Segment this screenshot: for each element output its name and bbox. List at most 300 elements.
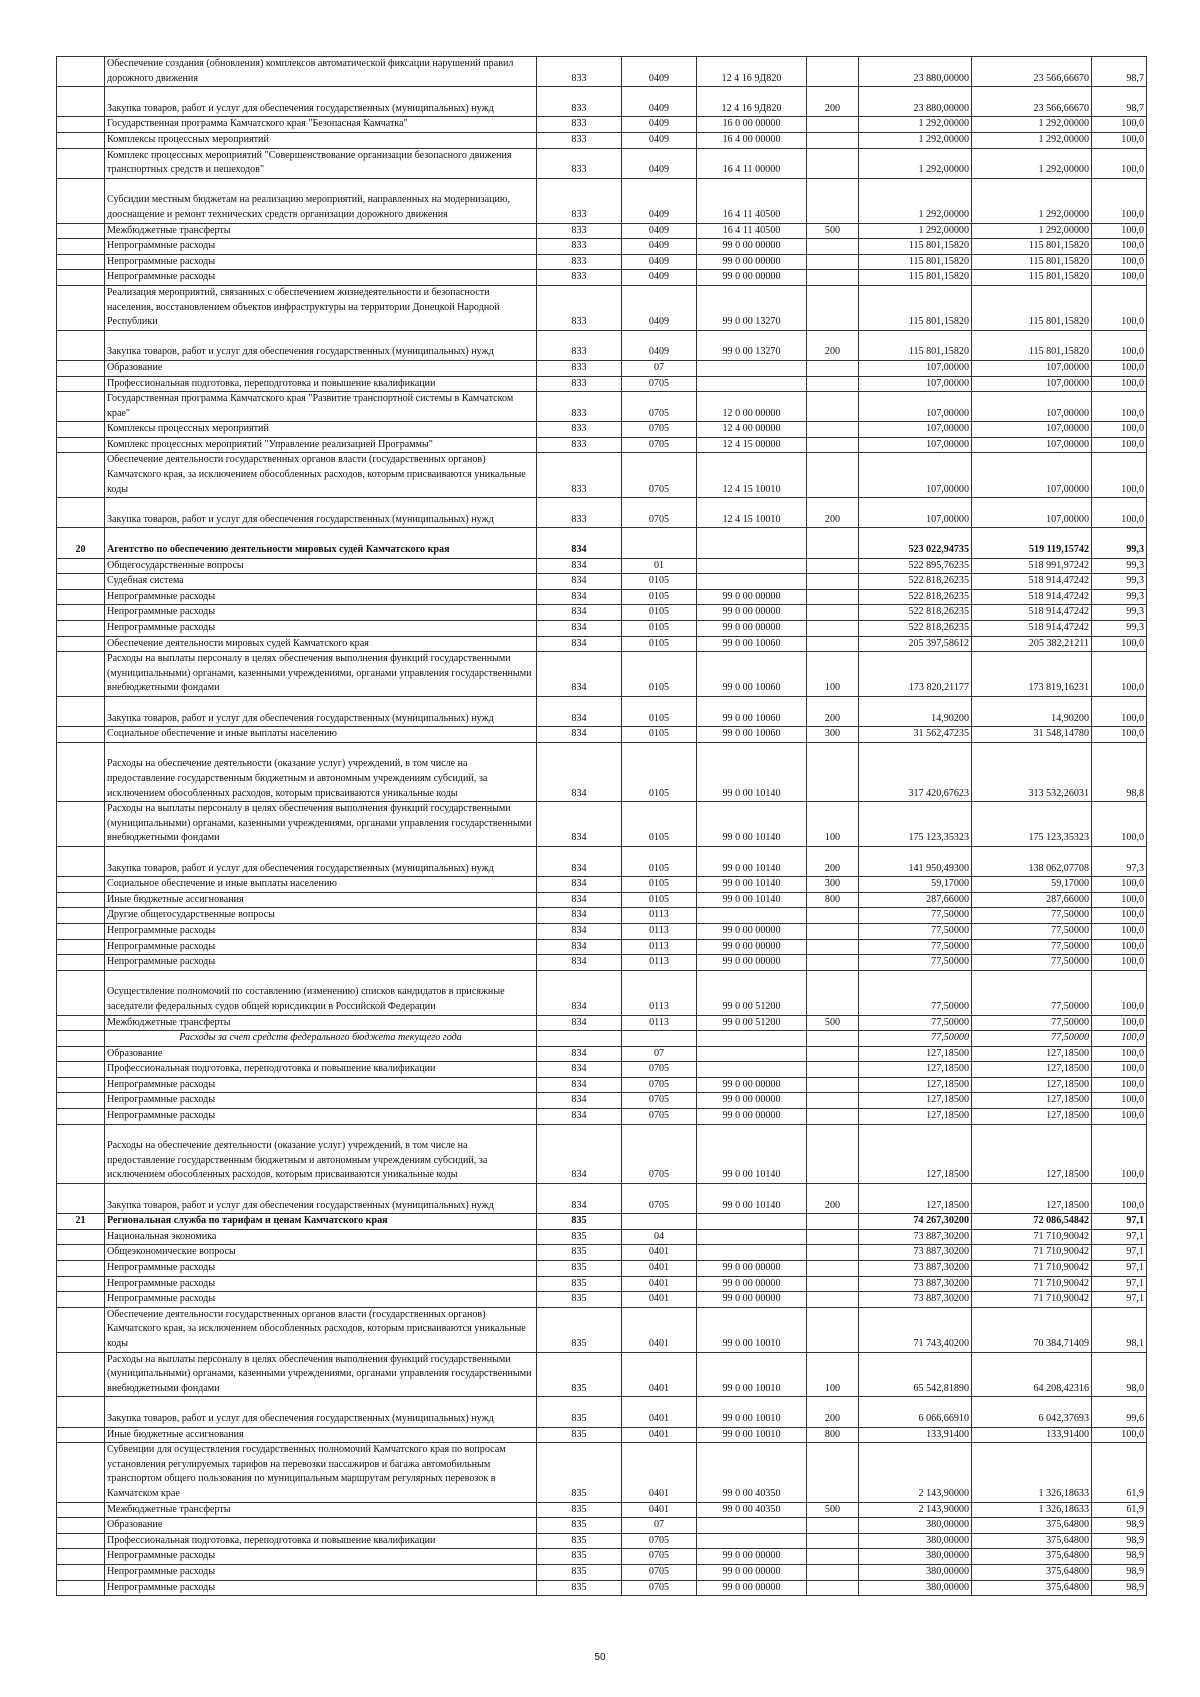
executed-amount: 72 086,54842 [972, 1214, 1092, 1230]
executed-amount: 71 710,90042 [972, 1276, 1092, 1292]
planned-amount: 127,18500 [859, 1093, 972, 1109]
ministry-code: 833 [537, 57, 622, 87]
execution-percent: 100,0 [1092, 1046, 1147, 1062]
execution-percent: 99,3 [1092, 621, 1147, 637]
planned-amount: 73 887,30200 [859, 1229, 972, 1245]
execution-percent: 100,0 [1092, 1124, 1147, 1183]
execution-percent: 100,0 [1092, 437, 1147, 453]
row-number [57, 148, 105, 178]
expense-name: Комплекс процессных мероприятий "Управление реализацией Программы" [105, 437, 537, 453]
target-article-code: 99 0 00 00000 [697, 1109, 807, 1125]
row-number [57, 574, 105, 590]
expense-name: Непрограммные расходы [105, 939, 537, 955]
target-article-code: 99 0 00 00000 [697, 270, 807, 286]
executed-amount: 107,00000 [972, 453, 1092, 498]
execution-percent: 98,9 [1092, 1580, 1147, 1596]
expense-name: Непрограммные расходы [105, 923, 537, 939]
expense-type-code [807, 376, 859, 392]
target-article-code: 12 4 16 9Д820 [697, 57, 807, 87]
row-number [57, 254, 105, 270]
target-article-code [697, 558, 807, 574]
section-code: 01 [622, 558, 697, 574]
target-article-code: 99 0 00 10060 [697, 636, 807, 652]
planned-amount: 205 397,58612 [859, 636, 972, 652]
planned-amount: 523 022,94735 [859, 528, 972, 558]
section-code: 0409 [622, 57, 697, 87]
row-number [57, 1502, 105, 1518]
target-article-code: 99 0 00 10060 [697, 697, 807, 727]
expense-name: Государственная программа Камчатского края "Развитие транспортной системы в Камчатском крае" [105, 392, 537, 422]
section-code: 0409 [622, 117, 697, 133]
execution-percent: 100,0 [1092, 636, 1147, 652]
row-number [57, 1518, 105, 1534]
target-article-code: 99 0 00 10060 [697, 727, 807, 743]
target-article-code: 99 0 00 00000 [697, 939, 807, 955]
expense-name: Обеспечение деятельности государственных органов власти (государственных органов) Камчатского края, за исключением обособленных расходов, которым присваиваются уникальные коды [105, 453, 537, 498]
ministry-code: 834 [537, 892, 622, 908]
section-code: 0705 [622, 1184, 697, 1214]
executed-amount: 71 710,90042 [972, 1261, 1092, 1277]
table-row [57, 1124, 1147, 1183]
executed-amount: 1 292,00000 [972, 117, 1092, 133]
table-row [57, 1031, 1147, 1047]
table-row [57, 802, 1147, 847]
expense-name: Судебная система [105, 574, 537, 590]
ministry-code: 834 [537, 1124, 622, 1183]
executed-amount: 64 208,42316 [972, 1352, 1092, 1397]
planned-amount: 115 801,15820 [859, 330, 972, 360]
planned-amount: 127,18500 [859, 1062, 972, 1078]
row-number [57, 802, 105, 847]
expense-name: Непрограммные расходы [105, 621, 537, 637]
expense-type-code: 800 [807, 892, 859, 908]
execution-percent: 100,0 [1092, 453, 1147, 498]
ministry-code: 834 [537, 1109, 622, 1125]
planned-amount: 107,00000 [859, 376, 972, 392]
planned-amount: 127,18500 [859, 1077, 972, 1093]
table-row [57, 57, 1147, 87]
executed-amount: 1 326,18633 [972, 1443, 1092, 1502]
executed-amount: 23 566,66670 [972, 87, 1092, 117]
expense-name: Субсидии местным бюджетам на реализацию мероприятий, направленных на модернизацию, дооснащение и ремонт технических средств организации дорожного движения [105, 178, 537, 223]
expense-name: Непрограммные расходы [105, 1093, 537, 1109]
table-row [57, 1062, 1147, 1078]
execution-percent: 61,9 [1092, 1443, 1147, 1502]
ministry-code: 834 [537, 877, 622, 893]
executed-amount: 127,18500 [972, 1109, 1092, 1125]
executed-amount: 77,50000 [972, 955, 1092, 971]
ministry-code: 833 [537, 376, 622, 392]
table-row [57, 1549, 1147, 1565]
expense-name: Межбюджетные трансферты [105, 1502, 537, 1518]
expense-type-code [807, 1077, 859, 1093]
execution-percent: 100,0 [1092, 1062, 1147, 1078]
section-code: 0705 [622, 498, 697, 528]
target-article-code: 99 0 00 00000 [697, 1077, 807, 1093]
table-row [57, 178, 1147, 223]
executed-amount: 14,90200 [972, 697, 1092, 727]
planned-amount: 77,50000 [859, 923, 972, 939]
planned-amount: 141 950,49300 [859, 846, 972, 876]
expense-name: Закупка товаров, работ и услуг для обеспечения государственных (муниципальных) нужд [105, 1184, 537, 1214]
ministry-code: 834 [537, 846, 622, 876]
row-number [57, 422, 105, 438]
execution-percent: 100,0 [1092, 498, 1147, 528]
expense-name: Субвенции для осуществления государственных полномочий Камчатского края по вопросам установления регулируемых тарифов на перевозки пассажиров и багажа автомобильным транспортом общего пользования по муниципальным маршрутам регулярных перевозок в Камчатском крае [105, 1443, 537, 1502]
target-article-code: 16 4 11 40500 [697, 223, 807, 239]
planned-amount: 14,90200 [859, 697, 972, 727]
section-code: 07 [622, 1046, 697, 1062]
section-code: 0113 [622, 923, 697, 939]
executed-amount: 107,00000 [972, 360, 1092, 376]
expense-name: Образование [105, 1518, 537, 1534]
executed-amount: 518 914,47242 [972, 621, 1092, 637]
target-article-code [697, 1229, 807, 1245]
section-code: 0409 [622, 254, 697, 270]
execution-percent: 100,0 [1092, 1031, 1147, 1047]
ministry-code: 835 [537, 1261, 622, 1277]
row-number [57, 285, 105, 330]
expense-name: Общеэкономические вопросы [105, 1245, 537, 1261]
target-article-code: 99 0 00 10140 [697, 1184, 807, 1214]
target-article-code: 99 0 00 00000 [697, 1549, 807, 1565]
table-body [57, 57, 1147, 1596]
planned-amount: 522 818,26235 [859, 589, 972, 605]
planned-amount: 522 818,26235 [859, 574, 972, 590]
target-article-code: 99 0 00 00000 [697, 1580, 807, 1596]
expense-type-code [807, 1261, 859, 1277]
expense-type-code [807, 148, 859, 178]
table-row [57, 1427, 1147, 1443]
table-row [57, 846, 1147, 876]
expense-name: Реализация мероприятий, связанных с обеспечением жизнедеятельности и безопасности населения, восстановлением объектов инфраструктуры на территории Донецкой Народной Республики [105, 285, 537, 330]
ministry-code: 834 [537, 1062, 622, 1078]
planned-amount: 107,00000 [859, 392, 972, 422]
target-article-code: 99 0 00 40350 [697, 1502, 807, 1518]
row-number [57, 955, 105, 971]
table-row [57, 1564, 1147, 1580]
row-number: 21 [57, 1214, 105, 1230]
execution-percent: 100,0 [1092, 877, 1147, 893]
table-row [57, 1214, 1147, 1230]
execution-percent: 97,1 [1092, 1245, 1147, 1261]
target-article-code: 16 0 00 00000 [697, 117, 807, 133]
table-row [57, 1502, 1147, 1518]
ministry-code: 833 [537, 148, 622, 178]
executed-amount: 127,18500 [972, 1184, 1092, 1214]
execution-percent: 100,0 [1092, 908, 1147, 924]
ministry-code: 835 [537, 1307, 622, 1352]
execution-percent: 100,0 [1092, 223, 1147, 239]
planned-amount: 73 887,30200 [859, 1292, 972, 1308]
planned-amount: 127,18500 [859, 1124, 972, 1183]
execution-percent: 98,9 [1092, 1549, 1147, 1565]
expense-type-code: 500 [807, 223, 859, 239]
target-article-code: 99 0 00 10010 [697, 1427, 807, 1443]
ministry-code: 833 [537, 392, 622, 422]
section-code: 0401 [622, 1292, 697, 1308]
target-article-code: 99 0 00 10140 [697, 846, 807, 876]
section-code: 0401 [622, 1352, 697, 1397]
executed-amount: 127,18500 [972, 1093, 1092, 1109]
planned-amount: 380,00000 [859, 1518, 972, 1534]
section-code: 0105 [622, 727, 697, 743]
ministry-code: 833 [537, 132, 622, 148]
table-row [57, 1397, 1147, 1427]
row-number [57, 877, 105, 893]
expense-type-code: 200 [807, 1397, 859, 1427]
planned-amount: 133,91400 [859, 1427, 972, 1443]
planned-amount: 1 292,00000 [859, 223, 972, 239]
execution-percent: 100,0 [1092, 422, 1147, 438]
executed-amount: 375,64800 [972, 1533, 1092, 1549]
planned-amount: 380,00000 [859, 1564, 972, 1580]
executed-amount: 518 914,47242 [972, 589, 1092, 605]
execution-percent: 98,9 [1092, 1518, 1147, 1534]
section-code: 0705 [622, 1580, 697, 1596]
expense-type-code [807, 589, 859, 605]
expense-type-code [807, 1307, 859, 1352]
expense-name: Иные бюджетные ассигнования [105, 892, 537, 908]
target-article-code [697, 1518, 807, 1534]
section-code: 0705 [622, 422, 697, 438]
table-row [57, 697, 1147, 727]
section-code [622, 1031, 697, 1047]
ministry-code: 835 [537, 1214, 622, 1230]
expense-name: Профессиональная подготовка, переподготовка и повышение квалификации [105, 1062, 537, 1078]
ministry-code: 834 [537, 652, 622, 697]
executed-amount: 375,64800 [972, 1564, 1092, 1580]
section-code: 0705 [622, 1062, 697, 1078]
target-article-code: 12 4 15 00000 [697, 437, 807, 453]
section-code: 0105 [622, 697, 697, 727]
expense-name: Межбюджетные трансферты [105, 223, 537, 239]
expense-type-code [807, 1580, 859, 1596]
section-code: 0409 [622, 239, 697, 255]
section-code: 0705 [622, 1093, 697, 1109]
section-code: 0401 [622, 1502, 697, 1518]
table-row [57, 892, 1147, 908]
row-number [57, 727, 105, 743]
execution-percent: 98,9 [1092, 1533, 1147, 1549]
executed-amount: 115 801,15820 [972, 285, 1092, 330]
expense-name: Образование [105, 1046, 537, 1062]
execution-percent: 99,3 [1092, 528, 1147, 558]
section-code: 0113 [622, 955, 697, 971]
row-number [57, 1015, 105, 1031]
expense-name: Обеспечение деятельности государственных органов власти (государственных органов) Камчатского края, за исключением обособленных расходов, которым присваиваются уникальные коды [105, 1307, 537, 1352]
target-article-code: 99 0 00 10060 [697, 652, 807, 697]
table-row [57, 1580, 1147, 1596]
table-row [57, 254, 1147, 270]
row-number [57, 1046, 105, 1062]
planned-amount: 175 123,35323 [859, 802, 972, 847]
planned-amount: 77,50000 [859, 939, 972, 955]
executed-amount: 107,00000 [972, 498, 1092, 528]
execution-percent: 100,0 [1092, 892, 1147, 908]
planned-amount: 77,50000 [859, 1031, 972, 1047]
execution-percent: 100,0 [1092, 132, 1147, 148]
expense-name: Осуществление полномочий по составлению (изменению) списков кандидатов в присяжные заседатели федеральных судов общей юрисдикции в Российской Федерации [105, 970, 537, 1015]
ministry-code: 833 [537, 178, 622, 223]
expense-name: Обеспечение деятельности мировых судей Камчатского края [105, 636, 537, 652]
execution-percent: 97,1 [1092, 1229, 1147, 1245]
executed-amount: 127,18500 [972, 1062, 1092, 1078]
execution-percent: 99,3 [1092, 589, 1147, 605]
target-article-code: 99 0 00 10140 [697, 892, 807, 908]
executed-amount: 173 819,16231 [972, 652, 1092, 697]
execution-percent: 100,0 [1092, 923, 1147, 939]
section-code: 0409 [622, 132, 697, 148]
planned-amount: 1 292,00000 [859, 117, 972, 133]
section-code: 0409 [622, 87, 697, 117]
expense-name: Социальное обеспечение и иные выплаты населению [105, 877, 537, 893]
target-article-code: 99 0 00 10010 [697, 1397, 807, 1427]
expense-type-code: 300 [807, 877, 859, 893]
ministry-code: 834 [537, 742, 622, 801]
executed-amount: 375,64800 [972, 1549, 1092, 1565]
target-article-code: 99 0 00 10140 [697, 802, 807, 847]
ministry-code: 834 [537, 621, 622, 637]
planned-amount: 73 887,30200 [859, 1245, 972, 1261]
target-article-code: 99 0 00 00000 [697, 605, 807, 621]
expense-type-code: 200 [807, 697, 859, 727]
target-article-code: 12 4 15 10010 [697, 453, 807, 498]
executed-amount: 77,50000 [972, 923, 1092, 939]
table-row [57, 652, 1147, 697]
planned-amount: 73 887,30200 [859, 1261, 972, 1277]
section-code: 0113 [622, 970, 697, 1015]
ministry-code: 835 [537, 1229, 622, 1245]
execution-percent: 100,0 [1092, 1077, 1147, 1093]
execution-percent: 100,0 [1092, 727, 1147, 743]
target-article-code [697, 908, 807, 924]
target-article-code: 99 0 00 00000 [697, 955, 807, 971]
section-code: 0401 [622, 1276, 697, 1292]
execution-percent: 97,1 [1092, 1292, 1147, 1308]
target-article-code: 12 4 00 00000 [697, 422, 807, 438]
executed-amount: 518 914,47242 [972, 605, 1092, 621]
ministry-code: 833 [537, 422, 622, 438]
table-row [57, 1443, 1147, 1502]
target-article-code [697, 574, 807, 590]
expense-name: Национальная экономика [105, 1229, 537, 1245]
expense-name: Расходы за счет средств федерального бюджета текущего года [105, 1031, 537, 1047]
expense-name: Закупка товаров, работ и услуг для обеспечения государственных (муниципальных) нужд [105, 330, 537, 360]
ministry-code: 834 [537, 558, 622, 574]
expense-type-code: 100 [807, 802, 859, 847]
row-number [57, 1124, 105, 1183]
expense-type-code [807, 1109, 859, 1125]
section-code: 0409 [622, 148, 697, 178]
section-code: 0409 [622, 285, 697, 330]
section-code: 0409 [622, 330, 697, 360]
expense-type-code [807, 422, 859, 438]
expense-type-code [807, 270, 859, 286]
expense-name: Непрограммные расходы [105, 955, 537, 971]
execution-percent: 100,0 [1092, 285, 1147, 330]
section-code: 0105 [622, 574, 697, 590]
expense-name: Непрограммные расходы [105, 254, 537, 270]
expense-name: Региональная служба по тарифам и ценам Камчатского края [105, 1214, 537, 1230]
expense-name: Образование [105, 360, 537, 376]
expense-type-code [807, 528, 859, 558]
expense-type-code [807, 742, 859, 801]
table-row [57, 636, 1147, 652]
expense-name: Иные бюджетные ассигнования [105, 1427, 537, 1443]
ministry-code: 835 [537, 1292, 622, 1308]
section-code: 0105 [622, 589, 697, 605]
planned-amount: 1 292,00000 [859, 148, 972, 178]
table-row [57, 528, 1147, 558]
expense-name: Непрограммные расходы [105, 605, 537, 621]
executed-amount: 127,18500 [972, 1046, 1092, 1062]
ministry-code: 833 [537, 437, 622, 453]
row-number [57, 1184, 105, 1214]
table-row [57, 330, 1147, 360]
executed-amount: 313 532,26031 [972, 742, 1092, 801]
planned-amount: 2 143,90000 [859, 1443, 972, 1502]
planned-amount: 115 801,15820 [859, 270, 972, 286]
expense-type-code [807, 392, 859, 422]
target-article-code: 99 0 00 00000 [697, 589, 807, 605]
expense-name: Закупка товаров, работ и услуг для обеспечения государственных (муниципальных) нужд [105, 846, 537, 876]
row-number [57, 1093, 105, 1109]
expense-type-code: 500 [807, 1502, 859, 1518]
table-row [57, 727, 1147, 743]
row-number [57, 1397, 105, 1427]
executed-amount: 519 119,15742 [972, 528, 1092, 558]
executed-amount: 107,00000 [972, 376, 1092, 392]
row-number [57, 117, 105, 133]
target-article-code: 99 0 00 00000 [697, 1093, 807, 1109]
execution-percent: 97,3 [1092, 846, 1147, 876]
expense-type-code: 200 [807, 1184, 859, 1214]
table-row [57, 223, 1147, 239]
expense-name: Межбюджетные трансферты [105, 1015, 537, 1031]
planned-amount: 127,18500 [859, 1184, 972, 1214]
target-article-code: 99 0 00 13270 [697, 285, 807, 330]
row-number [57, 1261, 105, 1277]
execution-percent: 100,0 [1092, 148, 1147, 178]
expense-name: Государственная программа Камчатского края "Безопасная Камчатка" [105, 117, 537, 133]
ministry-code: 834 [537, 1184, 622, 1214]
expense-name: Непрограммные расходы [105, 239, 537, 255]
target-article-code: 99 0 00 00000 [697, 1276, 807, 1292]
expense-type-code [807, 1245, 859, 1261]
planned-amount: 107,00000 [859, 437, 972, 453]
section-code: 0705 [622, 1077, 697, 1093]
section-code: 0105 [622, 652, 697, 697]
section-code: 0705 [622, 437, 697, 453]
executed-amount: 1 292,00000 [972, 148, 1092, 178]
planned-amount: 127,18500 [859, 1046, 972, 1062]
ministry-code: 835 [537, 1564, 622, 1580]
target-article-code: 99 0 00 10140 [697, 1124, 807, 1183]
table-row [57, 453, 1147, 498]
row-number [57, 87, 105, 117]
ministry-code: 833 [537, 330, 622, 360]
target-article-code: 99 0 00 00000 [697, 239, 807, 255]
planned-amount: 380,00000 [859, 1549, 972, 1565]
executed-amount: 77,50000 [972, 1015, 1092, 1031]
expense-name: Закупка товаров, работ и услуг для обеспечения государственных (муниципальных) нужд [105, 87, 537, 117]
expense-name: Комплекс процессных мероприятий "Совершенствование организации безопасного движения транспортных средств и пешеходов" [105, 148, 537, 178]
table-row [57, 955, 1147, 971]
target-article-code [697, 1062, 807, 1078]
executed-amount: 77,50000 [972, 1031, 1092, 1047]
execution-percent: 100,0 [1092, 970, 1147, 1015]
